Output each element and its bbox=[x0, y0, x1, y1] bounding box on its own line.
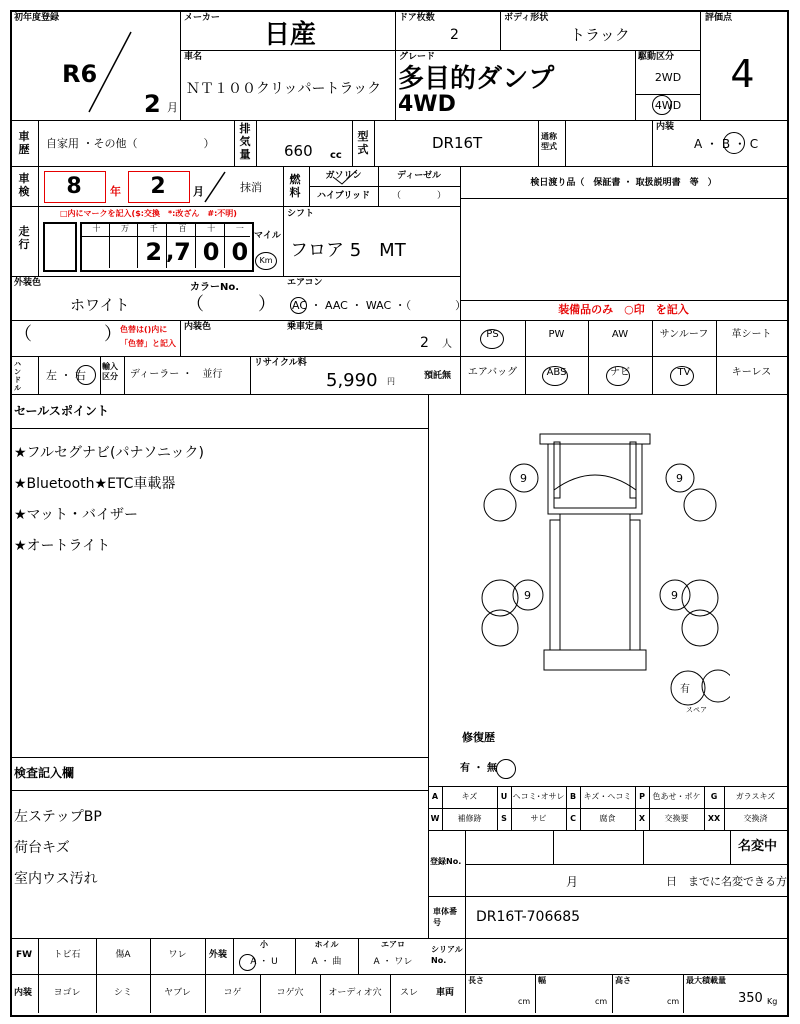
handle-label: ハンドル bbox=[14, 360, 21, 392]
repair-no-circle bbox=[496, 759, 516, 779]
legend-desc: 色あせ・ポケ bbox=[652, 792, 701, 801]
legend-desc: 補修跡 bbox=[457, 814, 482, 823]
equipment-title: 装備品のみ ○印 を記入 bbox=[558, 303, 689, 316]
color-no-label: カラーNo. bbox=[190, 282, 240, 293]
load-value: 350 bbox=[738, 991, 763, 1006]
equipment-item-row2-4: TV bbox=[677, 367, 691, 378]
inspection-month-unit: 月 bbox=[193, 185, 204, 198]
shift-label: シフト bbox=[287, 209, 315, 219]
history-value: 自家用 ・その他（ ） bbox=[46, 137, 215, 150]
wheel-value: A ・ 曲 bbox=[311, 957, 342, 967]
small-label: 小 bbox=[260, 940, 268, 949]
tire-value-1: 9 bbox=[520, 472, 527, 485]
model-value: DR16T bbox=[432, 134, 483, 152]
int-item-3: ヤブレ bbox=[164, 988, 191, 998]
legend-desc: キズ・ヘコミ bbox=[583, 792, 632, 801]
fuel-diesel: ディーゼル bbox=[396, 171, 442, 181]
equipment-item-row1-4: サンルーフ bbox=[659, 329, 709, 340]
car-name-label: 車名 bbox=[184, 52, 203, 62]
legend-code: C bbox=[570, 814, 576, 823]
height-unit: cm bbox=[667, 997, 680, 1006]
spare-label: 有 bbox=[680, 684, 690, 695]
load-label: 最大積載量 bbox=[686, 976, 726, 985]
first-reg-label: 初年度登録 bbox=[14, 13, 60, 23]
recycle-value: 5,990 bbox=[326, 370, 378, 391]
small-value: A ・ U bbox=[250, 957, 278, 967]
doors-label: ドア枚数 bbox=[399, 13, 435, 23]
legend-code: B bbox=[569, 792, 577, 801]
recycle-note: 預託無 bbox=[424, 371, 452, 381]
int-item-1: ヨゴレ bbox=[53, 988, 81, 998]
tire-value-4: 9 bbox=[671, 589, 678, 602]
ps-circle bbox=[480, 329, 504, 349]
maker-value: 日産 bbox=[263, 20, 316, 50]
fw-item-1: トビ石 bbox=[53, 950, 81, 960]
shift-value: フロア 5 MT bbox=[290, 240, 406, 261]
import-label: 輸入区分 bbox=[102, 362, 118, 381]
displacement-unit: cc bbox=[330, 150, 342, 161]
inspection-note-item: 左ステップBP bbox=[14, 809, 102, 825]
damage-legend bbox=[428, 786, 787, 830]
legend-desc: 交換済 bbox=[743, 814, 768, 823]
red-note-1: 色替は()内に bbox=[120, 325, 168, 334]
navi-circle bbox=[606, 366, 630, 386]
fw-item-3: ワレ bbox=[168, 950, 187, 960]
fuel-check-mark bbox=[330, 168, 360, 186]
vehicle-diagram bbox=[470, 420, 730, 720]
load-unit: Kg bbox=[767, 997, 778, 1006]
drive-4wd: 4WD bbox=[654, 99, 682, 112]
equipment-item-row2-1: エアバッグ bbox=[467, 367, 518, 378]
model-label: 型式 bbox=[357, 130, 369, 156]
legend-divider bbox=[649, 808, 650, 830]
eval-label: 評価点 bbox=[705, 13, 733, 23]
grade-line2: 4WD bbox=[398, 92, 456, 117]
inspection-year-unit: 年 bbox=[110, 185, 121, 198]
recycle-unit: 円 bbox=[387, 377, 395, 386]
equipment-row-1 bbox=[460, 330, 787, 346]
fuel-other: （ ） bbox=[391, 191, 446, 201]
mileage-comma: , bbox=[166, 240, 175, 265]
mileage-km: Km bbox=[255, 252, 277, 270]
size-label: 車両 bbox=[436, 988, 455, 998]
maker-label: メーカー bbox=[184, 13, 220, 23]
legend-divider bbox=[787, 808, 788, 830]
inspection-note-item: 室内ウス汚れ bbox=[14, 871, 98, 887]
first-reg-month-unit: 月 bbox=[167, 101, 178, 114]
width-label: 幅 bbox=[538, 976, 546, 985]
repair-value: 有 ・ 無 bbox=[460, 763, 497, 774]
mileage-digit-5: 0 bbox=[202, 238, 220, 266]
body-label: ボディ形状 bbox=[504, 13, 549, 23]
mileage-unit-4: 百 bbox=[178, 224, 187, 233]
first-reg-era: R6 bbox=[62, 60, 98, 88]
aircon-circle bbox=[290, 297, 307, 314]
serial-label: シリアルNo. bbox=[431, 945, 463, 965]
legend-code: U bbox=[500, 792, 508, 801]
aircon-value: AC ・ AAC ・ WAC ・（ ） bbox=[292, 299, 467, 312]
body-value: トラック bbox=[570, 26, 630, 44]
exterior-value: ホワイト bbox=[70, 296, 130, 314]
mileage-digit-3: 2 bbox=[145, 238, 163, 266]
legend-desc: ヘコミ･オサレ bbox=[512, 792, 565, 801]
equipment-item-row2-5: キーレス bbox=[731, 367, 772, 378]
slash-mark bbox=[85, 30, 135, 115]
int-item-6: オーディオ穴 bbox=[328, 988, 382, 998]
equipment-item-row2-2: ABS bbox=[546, 367, 567, 378]
tv-circle bbox=[670, 366, 694, 386]
legend-divider bbox=[580, 786, 581, 808]
int-label: 内装 bbox=[14, 988, 33, 998]
repair-label: 修復歴 bbox=[462, 731, 495, 744]
inspection-slash bbox=[200, 170, 230, 204]
legend-desc: 交換要 bbox=[664, 814, 689, 823]
legend-divider bbox=[787, 786, 788, 808]
mileage-mile: マイル bbox=[254, 231, 281, 241]
legend-code: P bbox=[639, 792, 645, 801]
frame-value: DR16T-706685 bbox=[476, 909, 581, 925]
equipment-item-row1-3: AW bbox=[611, 329, 629, 340]
legend-code: W bbox=[430, 814, 440, 823]
interior-color-label: 内装色 bbox=[184, 322, 212, 332]
legend-code: XX bbox=[707, 814, 721, 823]
spare-caption: スペア bbox=[686, 706, 707, 714]
recycle-label: リサイクル料 bbox=[254, 358, 307, 368]
fw-label: FW bbox=[16, 950, 33, 960]
grade-line1: 多目的ダンプ bbox=[398, 64, 555, 94]
length-unit: cm bbox=[518, 997, 531, 1006]
delivery-title: 検日渡り品（ 保証書 ・ 取扱説明書 等 ） bbox=[530, 178, 717, 188]
drive-4wd-circle bbox=[652, 95, 672, 115]
inspection-month: 2 bbox=[150, 174, 166, 199]
equipment-item-row2-3: ナビ bbox=[610, 367, 630, 378]
fuel-hybrid: ハイブリッド bbox=[316, 191, 370, 201]
exterior-paren: （ ） bbox=[14, 324, 122, 345]
int-item-7: スレ bbox=[399, 988, 418, 998]
inspection-note-item: 荷台キズ bbox=[14, 840, 70, 856]
legend-divider bbox=[724, 786, 725, 808]
fuel-gasoline: ガソリン bbox=[325, 171, 362, 181]
name-change: 名変中 bbox=[738, 839, 778, 854]
sales-point-item: ★オートライト bbox=[14, 538, 111, 554]
wheel-label: ホイル bbox=[314, 940, 339, 949]
mileage-digit-6: 0 bbox=[231, 238, 249, 266]
drive-2wd: 2WD bbox=[654, 71, 682, 84]
aero-label: エアロ bbox=[381, 940, 405, 949]
reg-day-note: 日 までに名変できる方 bbox=[666, 875, 787, 888]
displacement-value: 660 bbox=[284, 142, 313, 160]
first-reg-month: 2 bbox=[144, 90, 161, 118]
eval-value: 4 bbox=[730, 52, 755, 96]
interior-grade-value: A ・ B ・ C bbox=[694, 137, 759, 151]
handle-right-circle bbox=[76, 365, 96, 385]
common-model-label: 通称型式 bbox=[541, 132, 557, 151]
sales-point-item: ★Bluetooth★ETC車載器 bbox=[14, 476, 176, 492]
exterior-label: 外装色 bbox=[14, 278, 42, 288]
small-a-circle bbox=[239, 954, 256, 971]
capacity-unit: 人 bbox=[442, 339, 452, 350]
drive-label: 駆動区分 bbox=[638, 52, 675, 62]
int-item-5: コゲ穴 bbox=[276, 988, 304, 998]
legend-divider bbox=[649, 786, 650, 808]
tire-value-2: 9 bbox=[676, 472, 683, 485]
length-label: 長さ bbox=[468, 976, 484, 985]
capacity-label: 乗車定員 bbox=[287, 322, 324, 332]
mileage-unit-5: 十 bbox=[207, 224, 216, 233]
legend-divider bbox=[724, 808, 725, 830]
mileage-unit-3: 千 bbox=[149, 224, 158, 233]
inspection-cancel: 抹消 bbox=[240, 181, 262, 194]
fw-item-2: 傷A bbox=[115, 950, 131, 960]
legend-desc: 腐食 bbox=[599, 814, 616, 823]
legend-code: S bbox=[501, 814, 507, 823]
legend-divider bbox=[511, 808, 512, 830]
sales-point-item: ★フルセグナビ(パナソニック) bbox=[14, 445, 204, 461]
interior-grade-label: 内装 bbox=[656, 122, 675, 132]
car-name-value: ＮＴ１００クリッパートラック bbox=[186, 81, 382, 97]
height-label: 高さ bbox=[615, 976, 631, 985]
import-value: ディーラー ・ 並行 bbox=[130, 369, 223, 380]
handle-value: 左 ・ 右 bbox=[46, 369, 86, 382]
legend-code: X bbox=[638, 814, 646, 823]
tire-value-3: 9 bbox=[524, 589, 531, 602]
interior-grade-circle bbox=[723, 132, 745, 154]
grade-label: グレード bbox=[399, 52, 436, 62]
fuel-label: 燃料 bbox=[289, 173, 301, 199]
legend-code: A bbox=[431, 792, 439, 801]
legend-divider bbox=[580, 808, 581, 830]
equipment-item-row1-1: PS bbox=[486, 329, 499, 340]
registration-label: 登録No. bbox=[430, 857, 462, 866]
aero-value: A ・ ワレ bbox=[373, 957, 413, 967]
legend-desc: ガラスキズ bbox=[735, 792, 776, 801]
int-item-4: コゲ bbox=[223, 988, 242, 998]
color-no-value: （ ） bbox=[186, 294, 276, 315]
mileage-units bbox=[82, 225, 252, 237]
mileage-note: □内にマークを記入($:交換 *:改ざん #:不明) bbox=[60, 209, 237, 218]
sales-title: セールスポイント bbox=[14, 404, 109, 418]
mileage-unit-2: 万 bbox=[121, 224, 130, 233]
doors-value: 2 bbox=[450, 27, 459, 43]
int-item-2: シミ bbox=[113, 988, 132, 998]
equipment-item-row1-5: 革シート bbox=[731, 329, 772, 340]
red-note-2: 「色替」と記入 bbox=[120, 339, 176, 348]
inspection-label: 車検 bbox=[18, 172, 30, 198]
history-label: 車歴 bbox=[18, 130, 30, 156]
inspection-notes-title: 検査記入欄 bbox=[14, 766, 75, 780]
legend-desc: サビ bbox=[530, 814, 547, 823]
width-unit: cm bbox=[595, 997, 608, 1006]
legend-code: G bbox=[710, 792, 718, 801]
frame-label: 車体番号 bbox=[433, 907, 457, 927]
capacity-value: 2 bbox=[420, 335, 429, 351]
aircon-label: エアコン bbox=[287, 278, 323, 288]
inspection-year: 8 bbox=[66, 174, 82, 199]
ext-label: 外装 bbox=[209, 950, 228, 960]
mileage-unit-1: 十 bbox=[92, 224, 101, 233]
legend-desc: キズ bbox=[461, 792, 478, 801]
mileage-digit-4: 7 bbox=[174, 238, 191, 266]
legend-divider bbox=[442, 786, 443, 808]
displacement-label: 排気量 bbox=[239, 122, 251, 161]
mileage-unit-6: 一 bbox=[235, 224, 244, 233]
legend-divider bbox=[511, 786, 512, 808]
reg-month-unit: 月 bbox=[566, 875, 579, 889]
legend-divider bbox=[442, 808, 443, 830]
mileage-mark-box bbox=[43, 222, 77, 272]
abs-circle bbox=[542, 366, 568, 386]
mileage-label: 走行 bbox=[18, 225, 30, 251]
equipment-item-row1-2: PW bbox=[548, 329, 565, 340]
sales-point-item: ★マット・バイザー bbox=[14, 507, 138, 523]
